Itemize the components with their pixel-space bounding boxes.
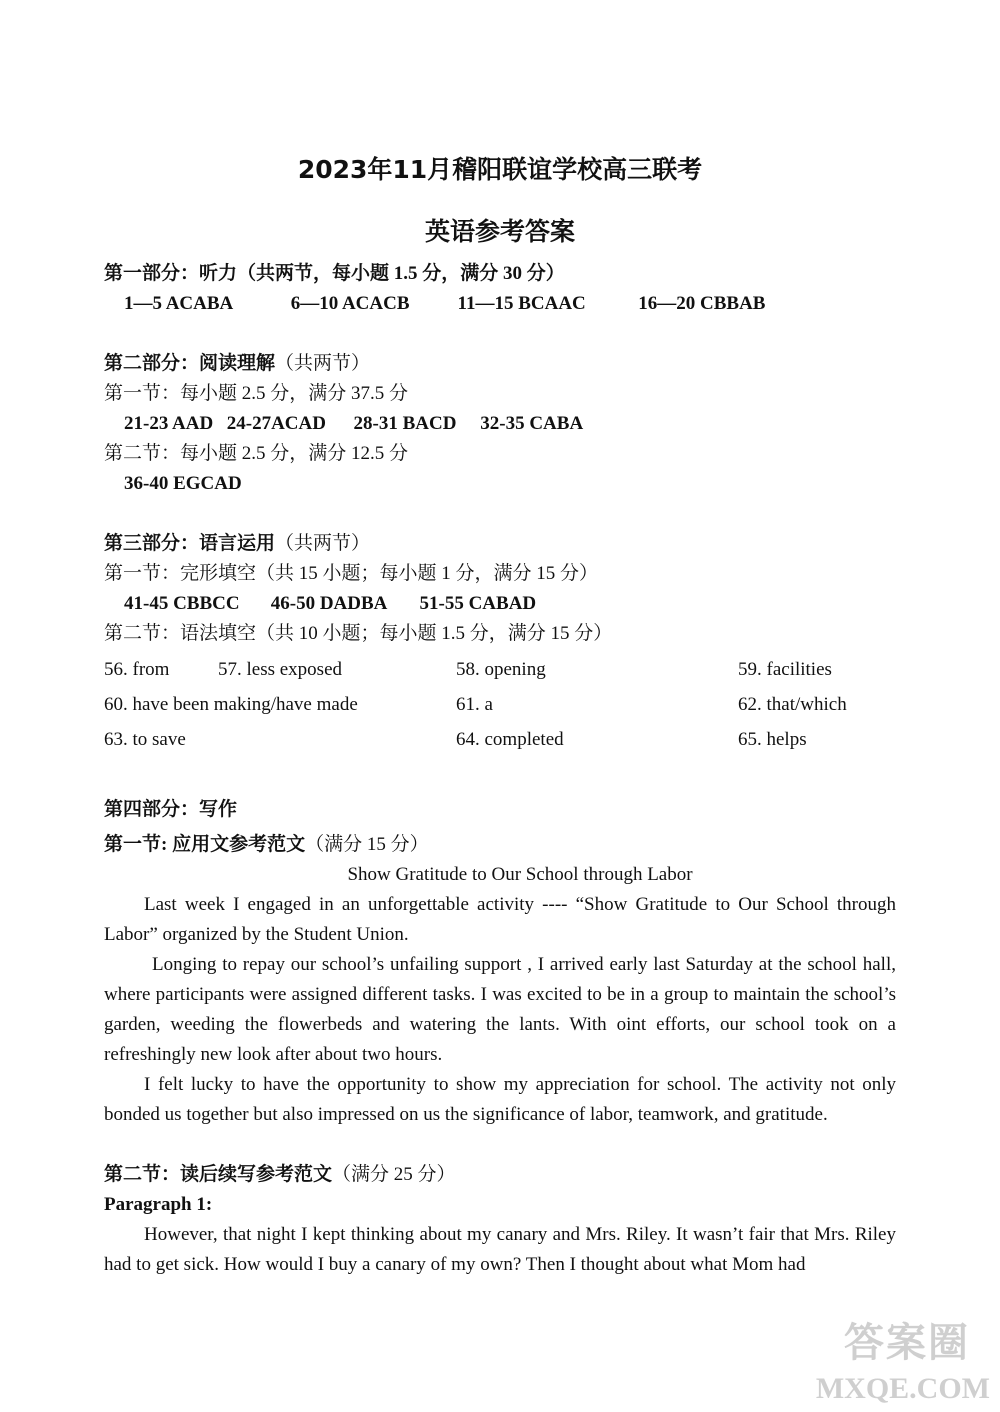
part2-heading-bold: 第二部分：阅读理解	[104, 353, 276, 374]
continuation-paragraph-1: However, that night I kept thinking about my canary and Mrs. Riley. It wasn’t fair that Mrs. Riley had to get sick. How would I buy a canary of my own? Then I thought about what Mom had	[104, 1224, 896, 1275]
part2-section1: 第一节：每小题 2.5 分，满分 37.5 分	[104, 383, 409, 404]
part3-heading-rest: （共两节）	[275, 533, 371, 554]
part3-section2: 第二节：语法填空（共 10 小题；每小题 1.5 分，满分 15 分）	[104, 623, 613, 644]
answer-group: 24-27ACAD	[226, 413, 326, 434]
part3-heading	[104, 532, 370, 556]
part3-section1: 第一节：完形填空（共 15 小题；每小题 1 分，满分 15 分）	[104, 563, 599, 584]
part1-answers	[124, 292, 765, 316]
answer-group: 1—5 ACABA	[124, 293, 234, 314]
part4-section1-rest: （满分 15 分）	[305, 834, 429, 855]
grammar-answer-58: 58. opening	[456, 659, 546, 680]
part4-section2	[104, 1163, 456, 1187]
grammar-answer-62: 62. that/which	[738, 694, 847, 715]
part4-section2-bold: 第二节：读后续写参考范文	[104, 1164, 333, 1185]
part4-section2-rest: （满分 25 分）	[332, 1164, 456, 1185]
answer-group: 11—15 BCAAC	[457, 293, 586, 314]
part4-heading: 第四部分：写作	[104, 799, 238, 820]
grammar-answer-65: 65. helps	[738, 729, 807, 750]
essay-paragraph-1: Last week I engaged in an unforgettable activity ---- “Show Gratitude to Our School through Labor” organized by the Student Union.	[104, 894, 896, 945]
part4-section1-bold: 第一节: 应用文参考范文	[104, 834, 306, 855]
answer-group: 32-35 CABA	[480, 413, 584, 434]
part2-heading-rest: （共两节）	[275, 353, 371, 374]
answer-group: 46-50 DADBA	[270, 593, 388, 614]
document-subtitle: 英语参考答案	[424, 217, 575, 246]
watermark-url: MXQE.COM	[815, 1372, 990, 1405]
part1-heading: 第一部分：听力（共两节，每小题 1.5 分，满分 30 分）	[104, 263, 565, 284]
part2-section2-answers: 36-40 EGCAD	[124, 473, 242, 494]
grammar-answer-60: 60. have been making/have made	[104, 694, 358, 715]
answer-group: 51-55 CABAD	[419, 593, 537, 614]
part2-section2: 第二节：每小题 2.5 分，满分 12.5 分	[104, 443, 409, 464]
document-title: 2023年11月稽阳联谊学校高三联考	[297, 155, 703, 184]
part2-heading	[104, 352, 370, 376]
answer-group: 16—20 CBBAB	[638, 293, 766, 314]
answer-group: 6—10 ACACB	[290, 293, 410, 314]
essay-paragraph-3: I felt lucky to have the opportunity to show my appreciation for school. The activity not only bonded us together but also impressed on us the significance of labor, teamwork, and gratitude.	[104, 1074, 896, 1125]
part3-section1-answers	[124, 592, 536, 616]
grammar-answer-56: 56. from	[104, 659, 170, 680]
answer-group: 41-45 CBBCC	[124, 593, 240, 614]
paragraph-label: Paragraph 1:	[104, 1194, 213, 1215]
grammar-answer-63: 63. to save	[104, 729, 186, 750]
essay-paragraph-2: Longing to repay our school’s unfailing support , I arrived early last Saturday at the school hall, where participants were assigned different tasks. I was excited to be in a group to maintain the school’s garden, weeding the flowerbeds and watering the lants. With oint efforts, our school took on a refreshingly new look after about two hours.	[104, 954, 896, 1065]
grammar-answer-59: 59. facilities	[738, 659, 832, 680]
grammar-answer-64: 64. completed	[456, 729, 564, 750]
grammar-answer-61: 61. a	[456, 694, 493, 715]
answer-group: 21-23 AAD	[124, 413, 214, 434]
part3-heading-bold: 第三部分：语言运用	[104, 533, 276, 554]
answer-group: 28-31 BACD	[353, 413, 457, 434]
part2-section1-answers	[124, 412, 583, 436]
watermark-logo: 答案圈	[844, 1320, 970, 1365]
grammar-answer-57: 57. less exposed	[218, 659, 343, 680]
essay-title: Show Gratitude to Our School through Labor	[347, 864, 693, 885]
part4-section1	[104, 833, 429, 857]
